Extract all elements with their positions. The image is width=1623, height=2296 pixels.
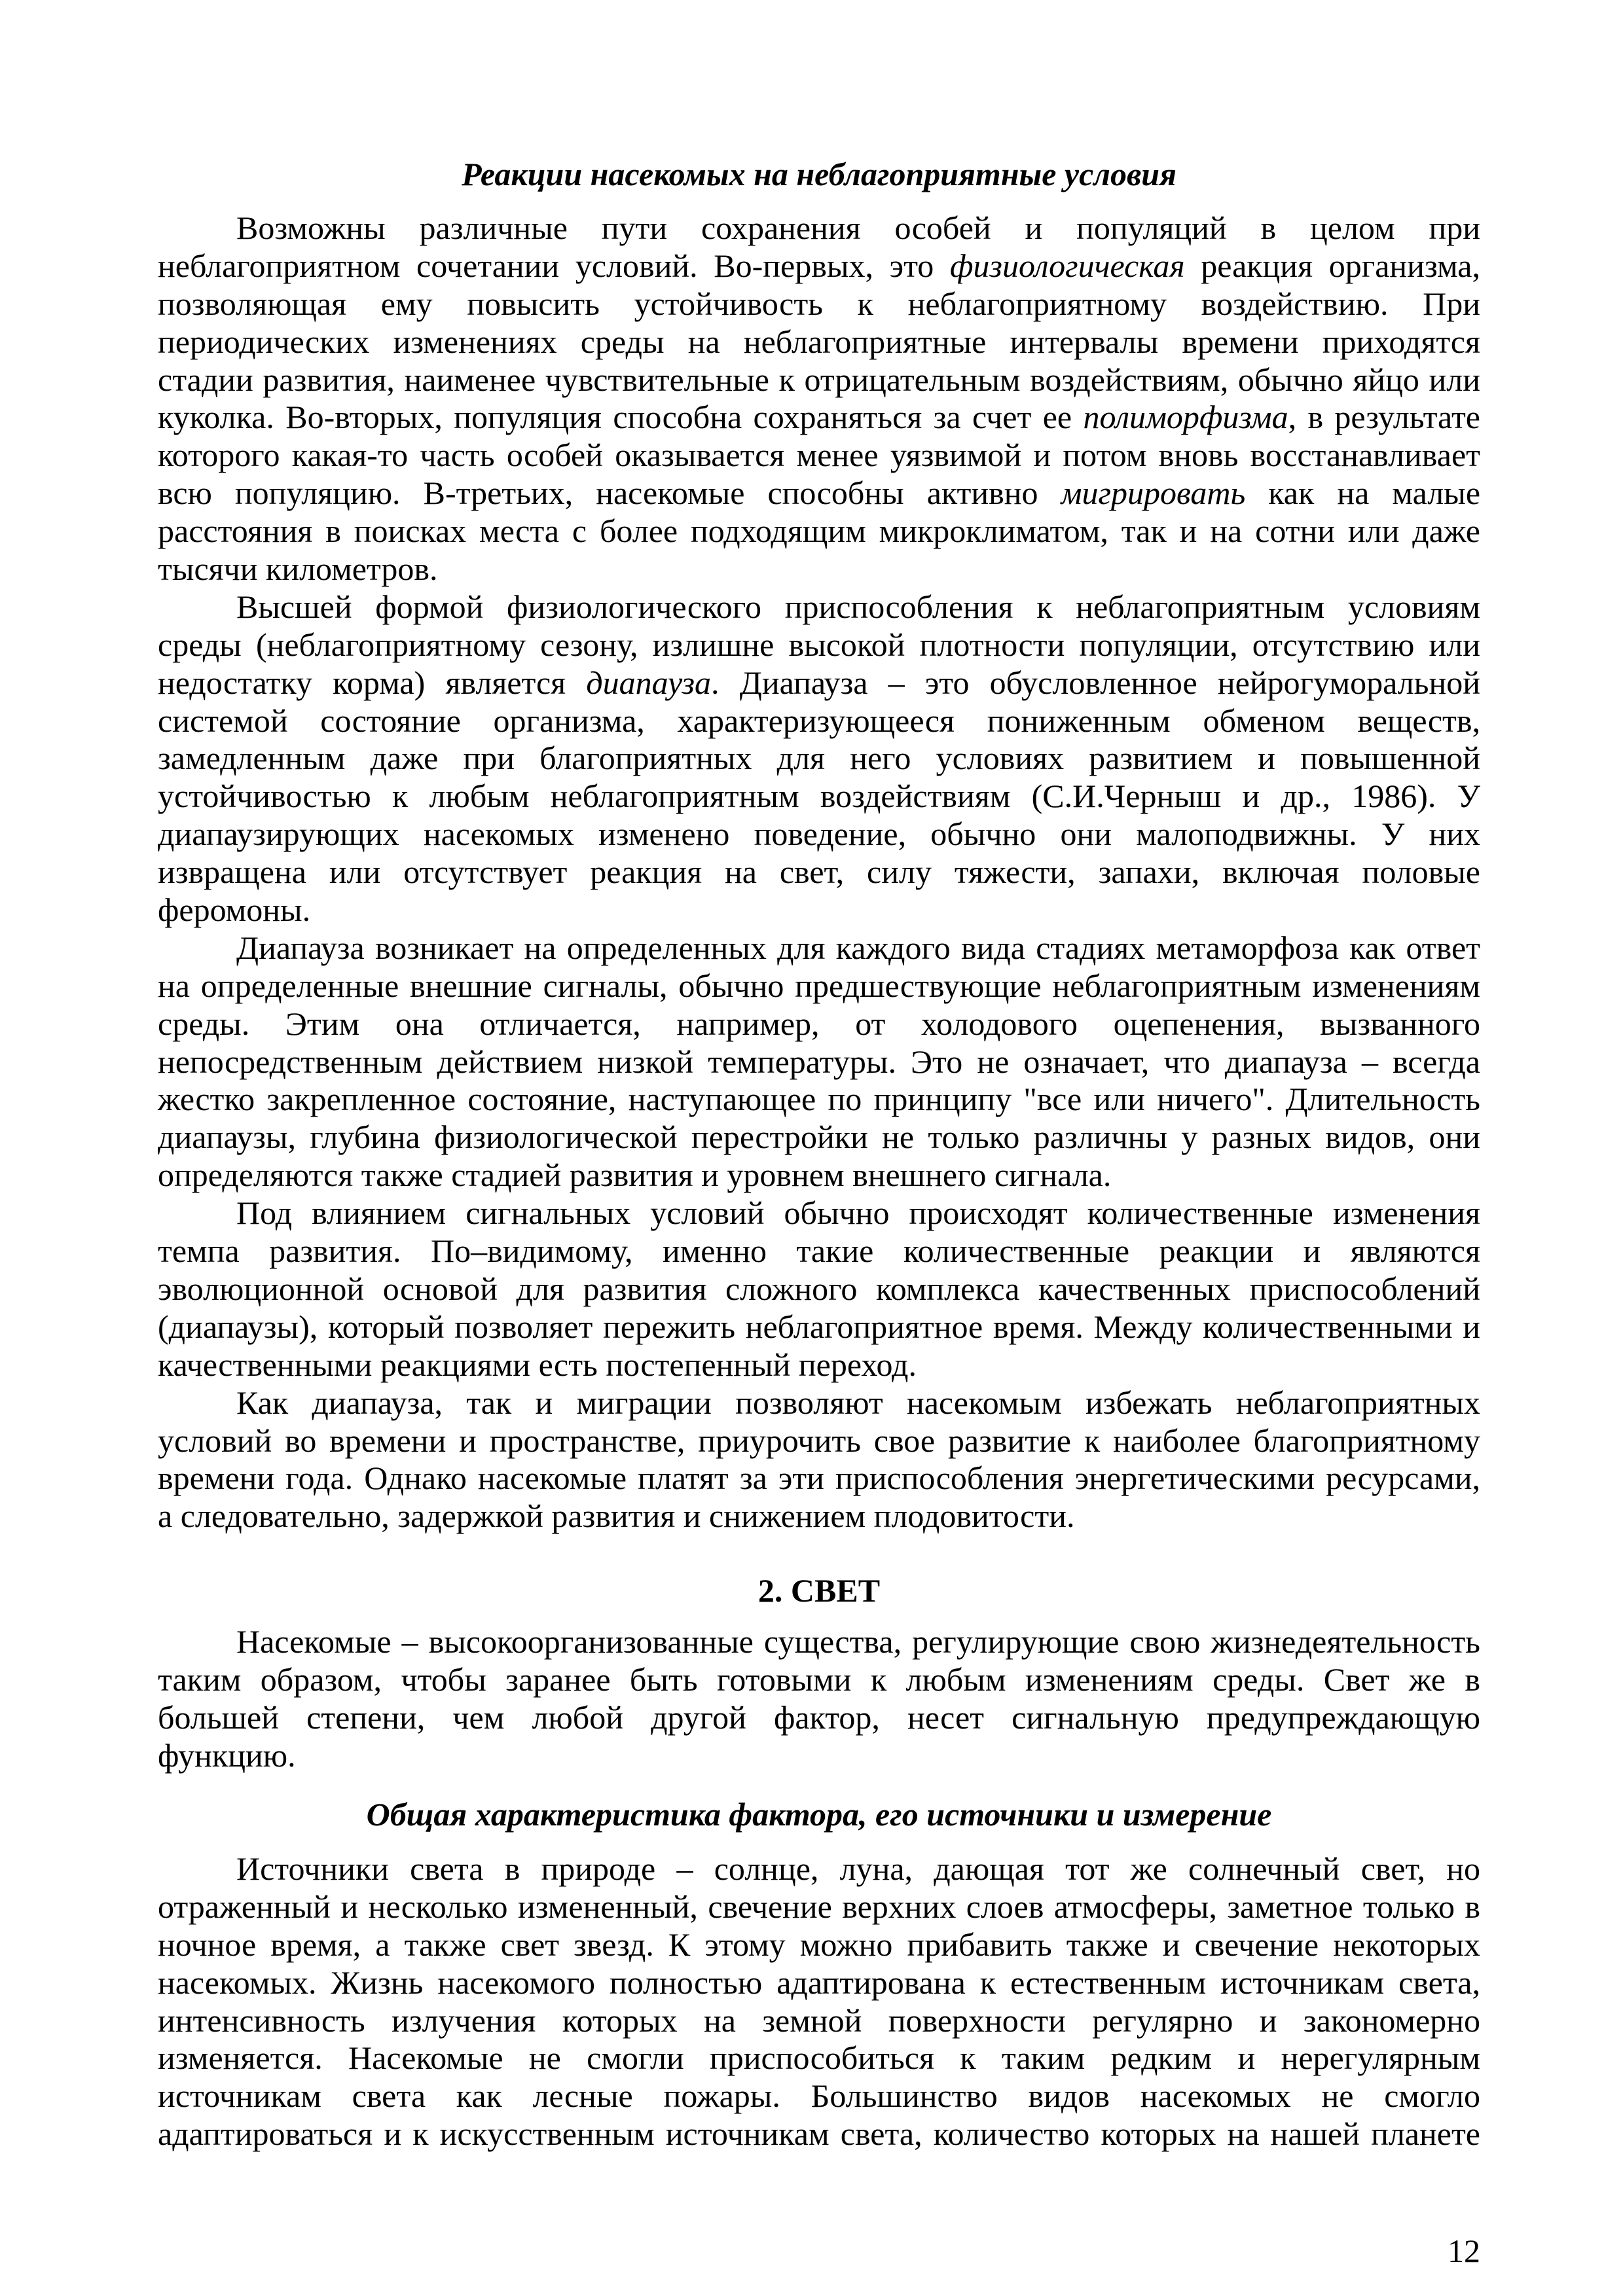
text-line: Как диапауза, так и миграции позволяют насекомым избежать неблагоприятных [236, 1384, 1480, 1421]
text-line: темпа развития. По–видимому, именно такие количественные реакции и являются [158, 1232, 1480, 1270]
text-line: определяются также стадией развития и уровнем внешнего сигнала. [158, 1157, 1112, 1194]
text-line: интенсивность излучения которых на земной поверхности регулярно и закономерно [158, 2001, 1480, 2039]
italic-term: полиморфизма [1083, 399, 1288, 436]
text-line: тысячи километров. [158, 550, 438, 588]
text-line: замедленным даже при благоприятных для него условиях развитием и повышенной [158, 740, 1480, 777]
text-line: диапаузы, глубина физиологической перестройки не только различны у разных видов, они [158, 1119, 1480, 1156]
italic-term: диапауза [586, 664, 712, 701]
paragraph [158, 1623, 1480, 1775]
text-line: Возможны различные пути сохранения особей и популяций в целом при [236, 209, 1480, 246]
text-line: среды (неблагоприятному сезону, излишне высокой плотности популяции, отсутствию или [158, 626, 1480, 663]
text-line: диапаузирующих насекомых изменено поведение, обычно они малоподвижны. У них [158, 816, 1480, 853]
text-line: Под влиянием сигнальных условий обычно происходят количественные изменения [236, 1194, 1480, 1232]
text-line: жестко закрепленное состояние, наступающее по принципу "все или ничего". Длительность [158, 1081, 1480, 1118]
text-line: изменяется. Насекомые не смогли приспособиться к таким редким и нерегулярным [158, 2039, 1480, 2077]
text-line: среды. Этим она отличается, например, от холодового оцепенения, вызванного [158, 1005, 1480, 1042]
text-line: Насекомые – высокоорганизованные существа, регулирующие свою жизнедеятельность [236, 1623, 1480, 1660]
text-line: куколка. Во-вторых, популяция способна сохраняться за счет ее полиморфизма, в результате [158, 399, 1480, 436]
text-line: а следовательно, задержкой развития и снижением плодовитости. [158, 1498, 1075, 1535]
text-line: Диапауза возникает на определенных для каждого вида стадиях метаморфоза как ответ [236, 929, 1480, 966]
italic-term: физиологическая [949, 247, 1185, 284]
section3-body [158, 1850, 1480, 2153]
text-line: большей степени, чем любой другой фактор, несет сигнальную предупреждающую [158, 1698, 1480, 1736]
section1-body [158, 209, 1480, 1535]
text-line: Высшей формой физиологического приспособления к неблагоприятным условиям [236, 588, 1480, 625]
text-line: стадии развития, наименее чувствительные к отрицательным воздействиям, обычно яйцо или [158, 361, 1480, 398]
paragraph [158, 929, 1480, 1194]
paragraph [158, 209, 1480, 588]
section-heading-general-characteristics: Общая характеристика фактора, его источники и измерение [366, 1796, 1272, 1833]
text-line: эволюционной основой для развития сложного комплекса качественных приспособлений [158, 1270, 1480, 1307]
text-line: ночное время, а также свет звезд. К этому можно прибавить также и свечение некоторых [158, 1926, 1480, 1963]
text-line: неблагоприятном сочетании условий. Во-первых, это физиологическая реакция организма, [158, 247, 1480, 284]
text-line: отраженный и несколько измененный, свечение верхних слоев атмосферы, заметное только в [158, 1888, 1480, 1925]
text-line: насекомых. Жизнь насекомого полностью адаптирована к естественным источникам света, [158, 1964, 1480, 2001]
text-line: феромоны. [158, 891, 311, 929]
paragraph [158, 588, 1480, 929]
text-line: качественными реакциями есть постепенный переход. [158, 1346, 917, 1383]
section2-body [158, 1623, 1480, 1775]
paragraph [158, 1850, 1480, 2153]
paragraph [158, 1384, 1480, 1536]
text-line: всю популяцию. В-третьих, насекомые способны активно мигрировать как на малые [158, 475, 1481, 512]
page-number: 12 [1448, 2233, 1480, 2269]
text-line: таким образом, чтобы заранее быть готовыми к любым изменениям среды. Свет же в [158, 1660, 1480, 1698]
text-line: Источники света в природе – солнце, луна, дающая тот же солнечный свет, но [236, 1850, 1480, 1887]
text-line: системой состояние организма, характеризующееся пониженным обменом веществ, [158, 702, 1480, 739]
text-line: (диапаузы), который позволяет пережить неблагоприятное время. Между количественными и [158, 1308, 1480, 1345]
chapter-heading-light: 2. СВЕТ [757, 1572, 881, 1609]
section-heading-insect-reactions: Реакции насекомых на неблагоприятные условия [462, 156, 1176, 192]
text-line: непосредственным действием низкой температуры. Это не означает, что диапауза – всегда [158, 1043, 1480, 1080]
text-line: времени года. Однако насекомые платят за эти приспособления энергетическими ресурсами, [158, 1460, 1480, 1497]
text-line: периодических изменениях среды на неблагоприятные интервалы времени приходятся [158, 323, 1480, 360]
text-line: недостатку корма) является диапауза. Диапауза – это обусловленное нейрогуморальной [158, 664, 1480, 701]
text-line: расстояния в поисках места с более подходящим микроклиматом, так и на сотни или даже [158, 512, 1480, 550]
text-line: позволяющая ему повысить устойчивость к неблагоприятному воздействию. При [158, 285, 1480, 322]
text-line: источникам света как лесные пожары. Большинство видов насекомых не смогло [158, 2077, 1480, 2115]
paragraph [158, 1194, 1480, 1384]
italic-term: мигрировать [1061, 475, 1246, 512]
text-line: которого какая-то часть особей оказывается менее уязвимой и потом вновь восстанавливает [158, 437, 1480, 474]
text-line: на определенные внешние сигналы, обычно предшествующие неблагоприятным изменениям [158, 967, 1480, 1004]
text-line: адаптироваться и к искусственным источникам света, количество которых на нашей планете [158, 2115, 1480, 2153]
text-line: устойчивостью к любым неблагоприятным воздействиям (С.И.Черныш и др., 1986). У [158, 778, 1480, 815]
text-line: извращена или отсутствует реакция на свет, силу тяжести, запахи, включая половые [158, 853, 1480, 891]
text-line: функцию. [158, 1736, 296, 1774]
text-line: условий во времени и пространстве, приурочить свое развитие к наиболее благоприятному [158, 1422, 1480, 1459]
